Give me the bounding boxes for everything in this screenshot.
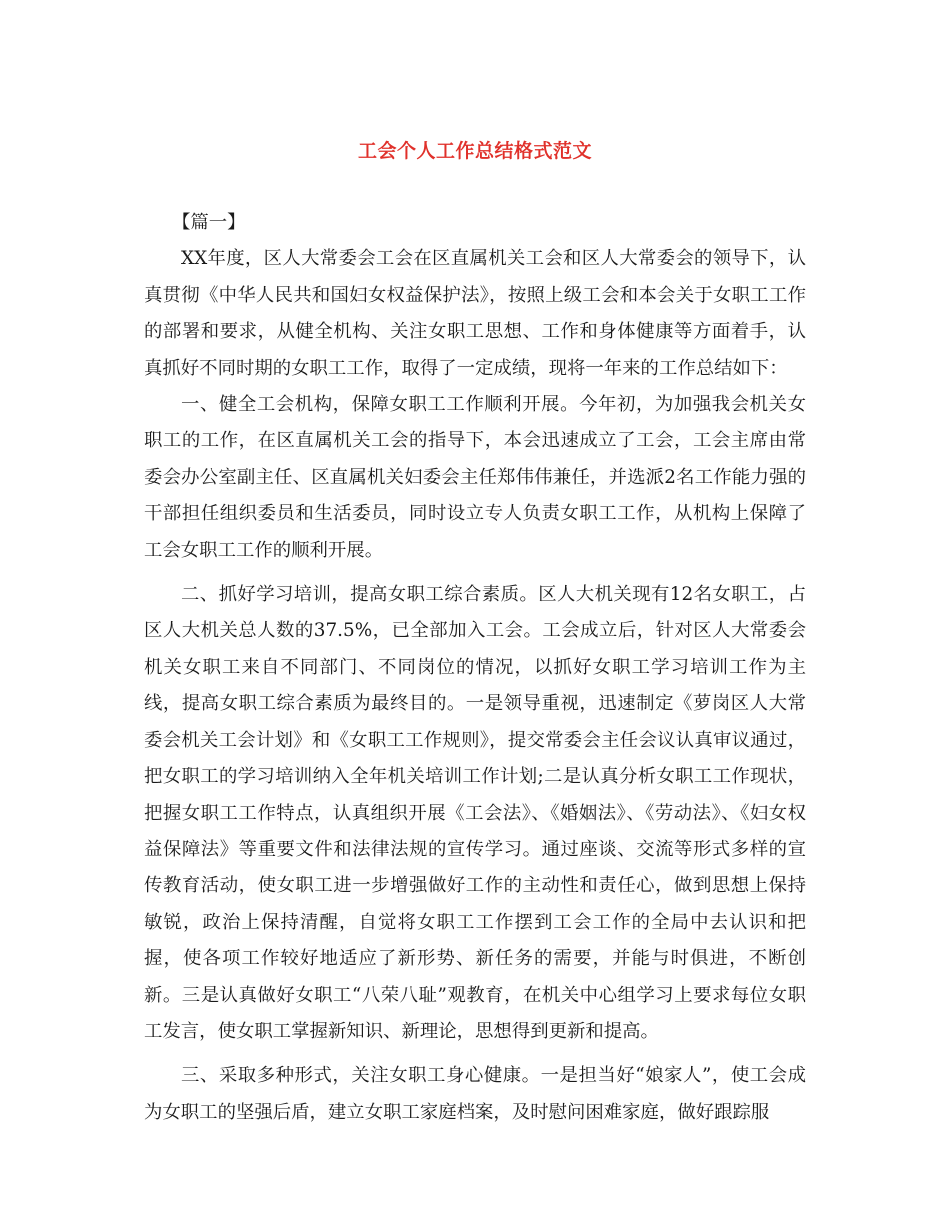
paragraph-section-three: 三、采取多种形式，关注女职工身心健康。一是担当好“娘家人”，使工会成为女职工的坚强后盾，建立女职工家庭档案，及时慰问困难家庭，做好跟踪服 — [144, 1065, 806, 1123]
paragraph-section-two: 二、抓好学习培训，提高女职工综合素质。区人大机关现有12名女职工，占区人大机关总人数的37.5%，已全部加入工会。工会成立后，针对区人大常委会机关女职工来自不同部门、不同岗位的情况，以抓好女职工学习培训工作为主线，提高女职工综合素质为最终目的。一是领导重视，迅速制定《萝岗区人大常委会机关工会计划》和《女职工工作规则》，提交常委会主任会议认真审议通过，把女职工的学习培训纳入全年机关培训工作计划;二是认真分析女职工工作现状，把握女职工工作特点，认真组织开展《工会法》、《婚姻法》、《劳动法》、《妇女权益保障法》等重要文件和法律法规的宣传学习。通过座谈、交流等形式多样的宣传教育活动，使女职工进一步增强做好工作的主动性和责任心，做到思想上保持敏锐，政治上保持清醒，自觉将女职工工作摆到工会工作的全局中去认识和把握，使各项工作较好地适应了新形势、新任务的需要，并能与时俱进，不断创新。三是认真做好女职工“八荣八耻”观教育，在机关中心组学习上要求每位女职工发言，使女职工掌握新知识、新理论，思想得到更新和提高。 — [144, 584, 806, 1042]
paragraph-section-one: 一、健全工会机构，保障女职工工作顺利开展。今年初，为加强我会机关女职工的工作，在区直属机关工会的指导下，本会迅速成立了工会，工会主席由常委会办公室副主任、区直属机关妇委会主任郑伟伟兼任，并选派2名工作能力强的干部担任组织委员和生活委员，同时设立专人负责女职工工作，从机构上保障了工会女职工工作的顺利开展。 — [144, 394, 806, 561]
section-label: 【篇一】 — [172, 212, 246, 233]
document-title: 工会个人工作总结格式范文 — [357, 140, 592, 162]
document-body — [144, 205, 806, 1131]
paragraph-intro: XX年度，区人大常委会工会在区直属机关工会和区人大常委会的领导下，认真贯彻《中华人民共和国妇女权益保护法》，按照上级工会和本会关于女职工工作的部署和要求，从健全机构、关注女职工思想、工作和身体健康等方面着手，认真抓好不同时期的女职工工作，取得了一定成绩，现将一年来的工作总结如下： — [144, 248, 806, 379]
